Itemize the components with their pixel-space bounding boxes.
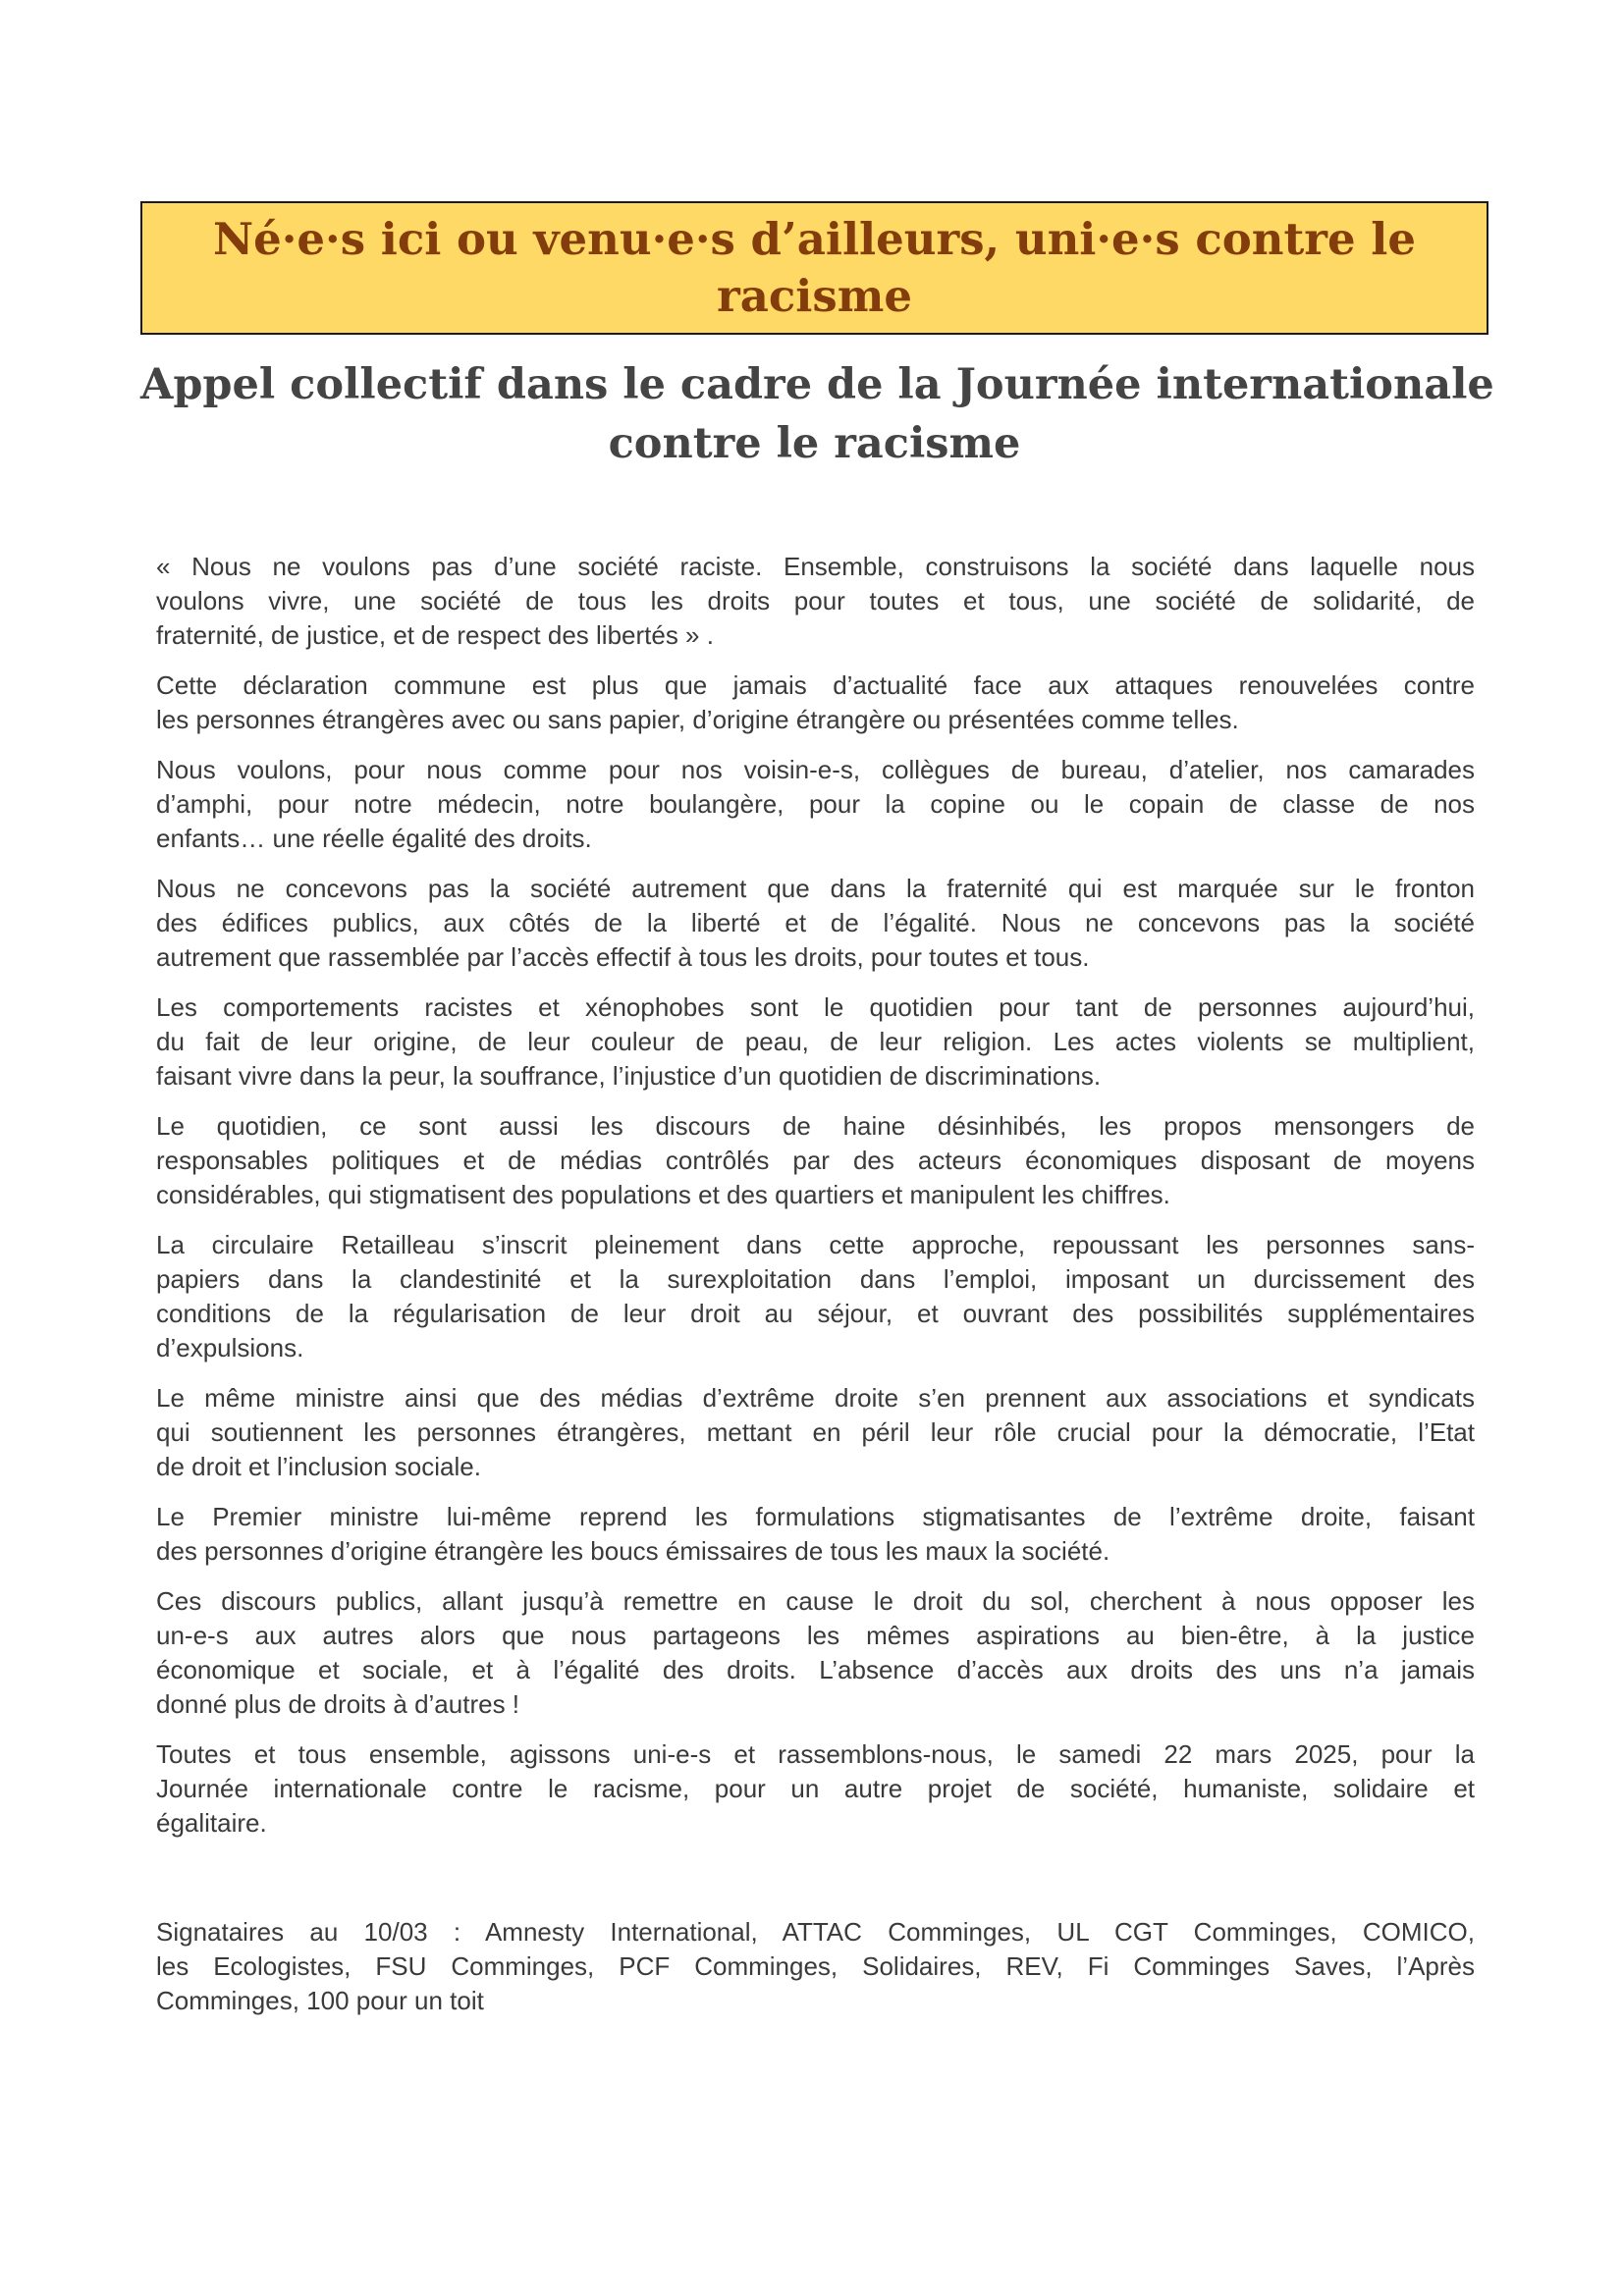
paragraph-line: Ces discours publics, allant jusqu’à remettre en cause le droit du sol, cherchent à nous opposer les xyxy=(156,1586,1475,1616)
title-line-2: racisme xyxy=(717,270,912,322)
paragraph-line: Le quotidien, ce sont aussi les discours de haine désinhibés, les propos mensongers de xyxy=(156,1111,1475,1141)
paragraphs xyxy=(156,550,1475,1841)
paragraph-line: égalitaire. xyxy=(156,1808,267,1838)
paragraph-line: Signataires au 10/03 : Amnesty International, ATTAC Comminges, UL CGT Comminges, COMICO, xyxy=(156,1917,1475,1947)
paragraph-line: Nous voulons, pour nous comme pour nos voisin-e-s, collègues de bureau, d’atelier, nos camarades xyxy=(156,755,1475,784)
paragraph xyxy=(156,1228,1475,1365)
paragraph-line: des personnes d’origine étrangère les boucs émissaires de tous les maux la société. xyxy=(156,1536,1110,1566)
paragraph-line: Le Premier ministre lui-même reprend les formulations stigmatisantes de l’extrême droite, faisant xyxy=(156,1502,1475,1531)
paragraph-line: conditions de la régularisation de leur droit au séjour, et ouvrant des possibilités supplémentaires xyxy=(156,1299,1475,1328)
paragraph xyxy=(156,550,1475,653)
paragraph-line: Les comportements racistes et xénophobes sont le quotidien pour tant de personnes aujourd’hui, xyxy=(156,992,1475,1022)
paragraph-line: Cette déclaration commune est plus que jamais d’actualité face aux attaques renouvelées contre xyxy=(156,670,1475,700)
paragraph-line: du fait de leur origine, de leur couleur de peau, de leur religion. Les actes violents se multiplient, xyxy=(156,1027,1475,1056)
subtitle xyxy=(140,355,1494,473)
body-text xyxy=(156,550,1475,2034)
paragraph xyxy=(156,1584,1475,1722)
paragraph-line: Le même ministre ainsi que des médias d’extrême droite s’en prennent aux associations et syndicats xyxy=(156,1383,1475,1413)
paragraph xyxy=(156,668,1475,737)
paragraph xyxy=(156,990,1475,1094)
paragraph-line: les personnes étrangères avec ou sans papier, d’origine étrangère ou présentées comme telles. xyxy=(156,705,1239,734)
subtitle-line-2: contre le racisme xyxy=(608,419,1021,468)
paragraph xyxy=(156,1109,1475,1212)
paragraph-line: des édifices publics, aux côtés de la liberté et de l’égalité. Nous ne concevons pas la société xyxy=(156,908,1475,937)
paragraph xyxy=(156,1381,1475,1484)
paragraph xyxy=(156,872,1475,975)
paragraph xyxy=(156,1500,1475,1569)
paragraph-line: de droit et l’inclusion sociale. xyxy=(156,1452,481,1481)
signatories xyxy=(156,1915,1475,2018)
paragraph-line: Comminges, 100 pour un toit xyxy=(156,1986,484,2015)
paragraph-line: qui soutiennent les personnes étrangères, mettant en péril leur rôle crucial pour la démocratie, l’Etat xyxy=(156,1417,1475,1447)
title-line-1: Né·e·s ici ou venu·e·s d’ailleurs, uni·e·s contre le xyxy=(213,213,1416,265)
paragraph-line: un-e-s aux autres alors que nous partageons les mêmes aspirations au bien-être, à la justice xyxy=(156,1621,1475,1650)
paragraph-line: économique et sociale, et à l’égalité des droits. L’absence d’accès aux droits des uns n’a jamais xyxy=(156,1655,1475,1684)
paragraph xyxy=(156,753,1475,856)
paragraph-line: d’expulsions. xyxy=(156,1333,304,1362)
paragraph-line: Journée internationale contre le racisme, pour un autre projet de société, humaniste, solidaire et xyxy=(156,1774,1475,1803)
paragraph-line: autrement que rassemblée par l’accès effectif à tous les droits, pour toutes et tous. xyxy=(156,942,1090,972)
paragraph-line: « Nous ne voulons pas d’une société raciste. Ensemble, construisons la société dans laquelle nous xyxy=(156,552,1475,581)
paragraph-line: papiers dans la clandestinité et la surexploitation dans l’emploi, imposant un durcissement des xyxy=(156,1264,1475,1294)
paragraph-line: les Ecologistes, FSU Comminges, PCF Comminges, Solidaires, REV, Fi Comminges Saves, l’Après xyxy=(156,1951,1475,1981)
paragraph-line: voulons vivre, une société de tous les droits pour toutes et tous, une société de solidarité, de xyxy=(156,586,1475,615)
paragraph-line: considérables, qui stigmatisent des populations et des quartiers et manipulent les chiffres. xyxy=(156,1180,1170,1209)
paragraph-line: Nous ne concevons pas la société autrement que dans la fraternité qui est marquée sur le fronton xyxy=(156,874,1475,903)
paragraph-line: d’amphi, pour notre médecin, notre boulangère, pour la copine ou le copain de classe de nos xyxy=(156,789,1475,819)
paragraph-line: donné plus de droits à d’autres ! xyxy=(156,1689,520,1719)
paragraph-line: enfants… une réelle égalité des droits. xyxy=(156,824,592,853)
paragraph-line: responsables politiques et de médias contrôlés par des acteurs économiques disposant de moyens xyxy=(156,1146,1475,1175)
paragraph xyxy=(156,1737,1475,1841)
paragraph-line: fraternité, de justice, et de respect des libertés » . xyxy=(156,620,714,650)
paragraph-line: La circulaire Retailleau s’inscrit pleinement dans cette approche, repoussant les personnes sans- xyxy=(156,1230,1475,1259)
title-box xyxy=(140,201,1488,335)
subtitle-line-1: Appel collectif dans le cadre de la Journée internationale xyxy=(140,360,1494,409)
paragraph-line: Toutes et tous ensemble, agissons uni-e-s et rassemblons-nous, le samedi 22 mars 2025, pour la xyxy=(156,1739,1475,1769)
paragraph-line: faisant vivre dans la peur, la souffrance, l’injustice d’un quotidien de discriminations. xyxy=(156,1061,1102,1091)
